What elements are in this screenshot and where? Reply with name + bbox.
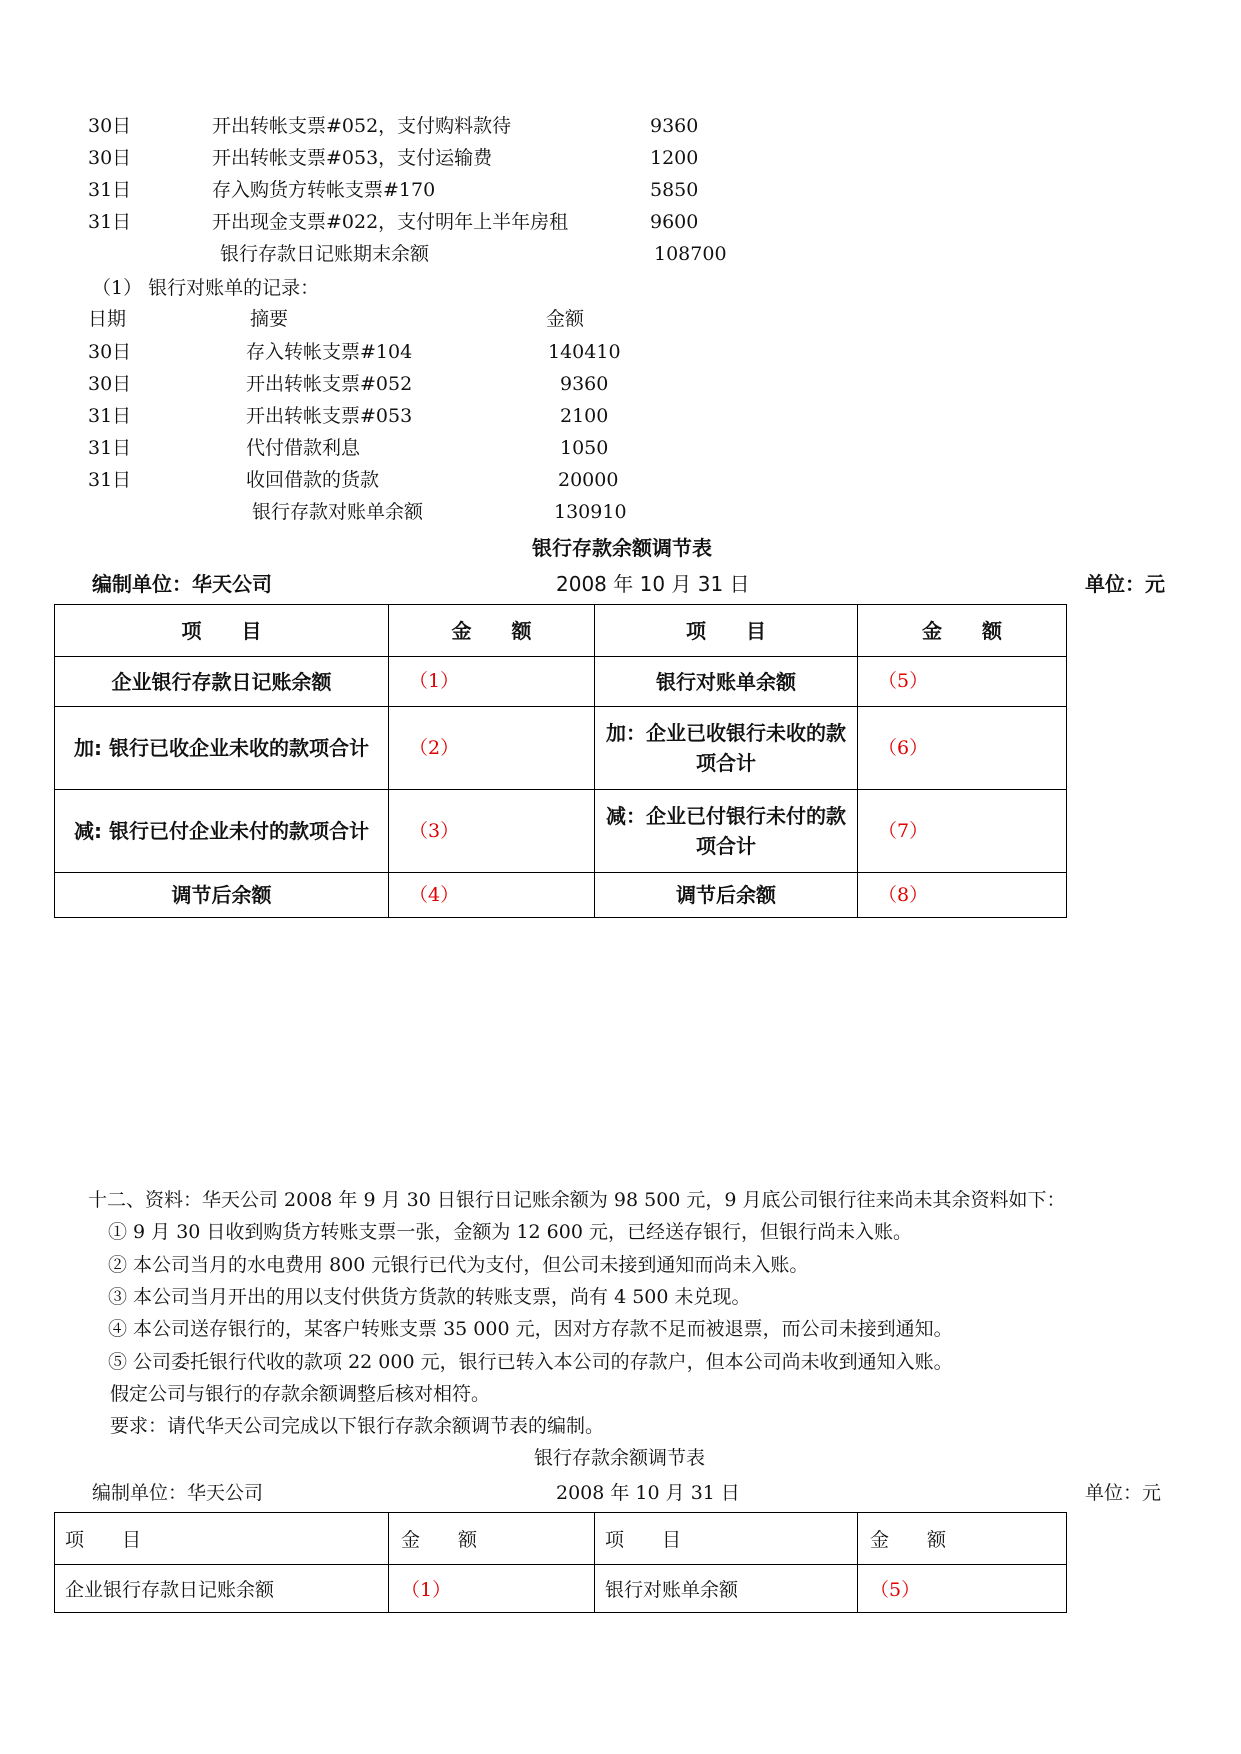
statement-end-label: 银行存款对账单余额 xyxy=(252,501,424,523)
statement-desc: 收回借款的货款 xyxy=(246,469,380,491)
problem-assumption: 假定公司与银行的存款余额调整后核对相符。 xyxy=(110,1383,491,1405)
problem-item: ⑤ 公司委托银行代收的款项 22 000 元，银行已转入本公司的存款户，但本公司尚未收到通知入账。 xyxy=(108,1351,953,1373)
journal-end-label: 银行存款日记账期末余额 xyxy=(220,243,430,265)
journal-date: 30日 xyxy=(88,115,132,137)
journal-desc: 开出转帐支票#053，支付运输费 xyxy=(212,147,493,169)
row-left-amount: （1） xyxy=(389,1565,595,1613)
header-item: 项 目 xyxy=(595,605,858,657)
header-item: 项 目 xyxy=(595,1513,858,1565)
row-right-label: 减：企业已付银行未付的款项合计 xyxy=(595,790,858,873)
journal-amount: 1200 xyxy=(650,147,699,169)
table-row xyxy=(55,1565,1067,1613)
statement-amount: 1050 xyxy=(560,437,609,459)
journal-amount: 9600 xyxy=(650,211,699,233)
statement-date: 30日 xyxy=(88,373,132,395)
journal-desc: 开出现金支票#022，支付明年上半年房租 xyxy=(212,211,569,233)
header-amount: 金 额 xyxy=(389,1513,595,1565)
statement-date: 30日 xyxy=(88,341,132,363)
statement-desc: 代付借款利息 xyxy=(246,437,361,459)
row-left-label: 加: 银行已收企业未收的款项合计 xyxy=(55,707,389,790)
reconciliation-table-1 xyxy=(54,604,1067,918)
journal-amount: 5850 xyxy=(650,179,699,201)
header-amount: 金 额 xyxy=(858,1513,1067,1565)
row-right-amount: （5） xyxy=(858,657,1067,707)
reconciliation-table-2 xyxy=(54,1512,1067,1613)
statement-date: 31日 xyxy=(88,469,132,491)
table2-currency: 单位：元 xyxy=(1085,1482,1162,1504)
header-item: 项 目 xyxy=(55,1513,389,1565)
table1-unit: 编制单位：华天公司 xyxy=(92,572,272,596)
header-amount: 金 额 xyxy=(389,605,595,657)
table1-date: 2008 年 10 月 31 日 xyxy=(556,572,750,596)
row-left-amount: （2） xyxy=(389,707,595,790)
statement-desc: 开出转帐支票#053 xyxy=(246,405,413,427)
statement-amount: 9360 xyxy=(560,373,609,395)
statement-date: 31日 xyxy=(88,437,132,459)
journal-desc: 开出转帐支票#052，支付购料款待 xyxy=(212,115,512,137)
row-right-label: 银行对账单余额 xyxy=(595,657,858,707)
journal-date: 30日 xyxy=(88,147,132,169)
journal-desc: 存入购货方转帐支票#170 xyxy=(212,179,436,201)
table-header-row xyxy=(55,605,1067,657)
row-left-amount: （4） xyxy=(389,873,595,918)
statement-intro: （1） 银行对账单的记录： xyxy=(92,277,320,299)
row-right-amount: （8） xyxy=(858,873,1067,918)
problem-item: ① 9 月 30 日收到购货方转账支票一张，金额为 12 600 元，已经送存银行，但银行尚未入账。 xyxy=(108,1221,912,1243)
row-left-label: 调节后余额 xyxy=(55,873,389,918)
statement-end-amount: 130910 xyxy=(554,501,627,523)
table-row xyxy=(55,657,1067,707)
row-left-amount: （1） xyxy=(389,657,595,707)
table1-title: 银行存款余额调节表 xyxy=(532,536,712,560)
table2-title: 银行存款余额调节表 xyxy=(534,1447,706,1469)
problem-requirement: 要求：请代华天公司完成以下银行存款余额调节表的编制。 xyxy=(110,1415,605,1437)
statement-amount: 140410 xyxy=(548,341,621,363)
problem-heading: 十二、资料：华天公司 2008 年 9 月 30 日银行日记账余额为 98 500 元，9 月底公司银行往来尚未其余资料如下： xyxy=(88,1189,1066,1211)
row-right-label: 加：企业已收银行未收的款项合计 xyxy=(595,707,858,790)
table-row xyxy=(55,790,1067,873)
table2-date: 2008 年 10 月 31 日 xyxy=(556,1482,740,1504)
statement-header-date: 日期 xyxy=(88,308,127,330)
problem-item: ④ 本公司送存银行的，某客户转账支票 35 000 元，因对方存款不足而被退票，而公司未接到通知。 xyxy=(108,1318,953,1340)
header-amount: 金 额 xyxy=(858,605,1067,657)
row-right-amount: （6） xyxy=(858,707,1067,790)
table-header-row xyxy=(55,1513,1067,1565)
statement-amount: 2100 xyxy=(560,405,609,427)
problem-item: ③ 本公司当月开出的用以支付供货方货款的转账支票，尚有 4 500 未兑现。 xyxy=(108,1286,751,1308)
row-right-amount: （5） xyxy=(858,1565,1067,1613)
table2-unit: 编制单位：华天公司 xyxy=(92,1482,264,1504)
row-left-label: 企业银行存款日记账余额 xyxy=(55,1565,389,1613)
table-row xyxy=(55,873,1067,918)
row-left-label: 减: 银行已付企业未付的款项合计 xyxy=(55,790,389,873)
journal-date: 31日 xyxy=(88,179,132,201)
statement-desc: 开出转帐支票#052 xyxy=(246,373,413,395)
statement-date: 31日 xyxy=(88,405,132,427)
header-item: 项 目 xyxy=(55,605,389,657)
row-right-amount: （7） xyxy=(858,790,1067,873)
journal-end-amount: 108700 xyxy=(654,243,727,265)
row-right-label: 银行对账单余额 xyxy=(595,1565,858,1613)
problem-item: ② 本公司当月的水电费用 800 元银行已代为支付，但公司未接到通知而尚未入账。 xyxy=(108,1254,809,1276)
table-row xyxy=(55,707,1067,790)
statement-header-desc: 摘要 xyxy=(250,308,289,330)
row-left-amount: （3） xyxy=(389,790,595,873)
statement-amount: 20000 xyxy=(558,469,619,491)
statement-header-amount: 金额 xyxy=(546,308,585,330)
row-left-label: 企业银行存款日记账余额 xyxy=(55,657,389,707)
journal-date: 31日 xyxy=(88,211,132,233)
row-right-label: 调节后余额 xyxy=(595,873,858,918)
statement-desc: 存入转帐支票#104 xyxy=(246,341,413,363)
table1-currency: 单位：元 xyxy=(1085,572,1165,596)
journal-amount: 9360 xyxy=(650,115,699,137)
